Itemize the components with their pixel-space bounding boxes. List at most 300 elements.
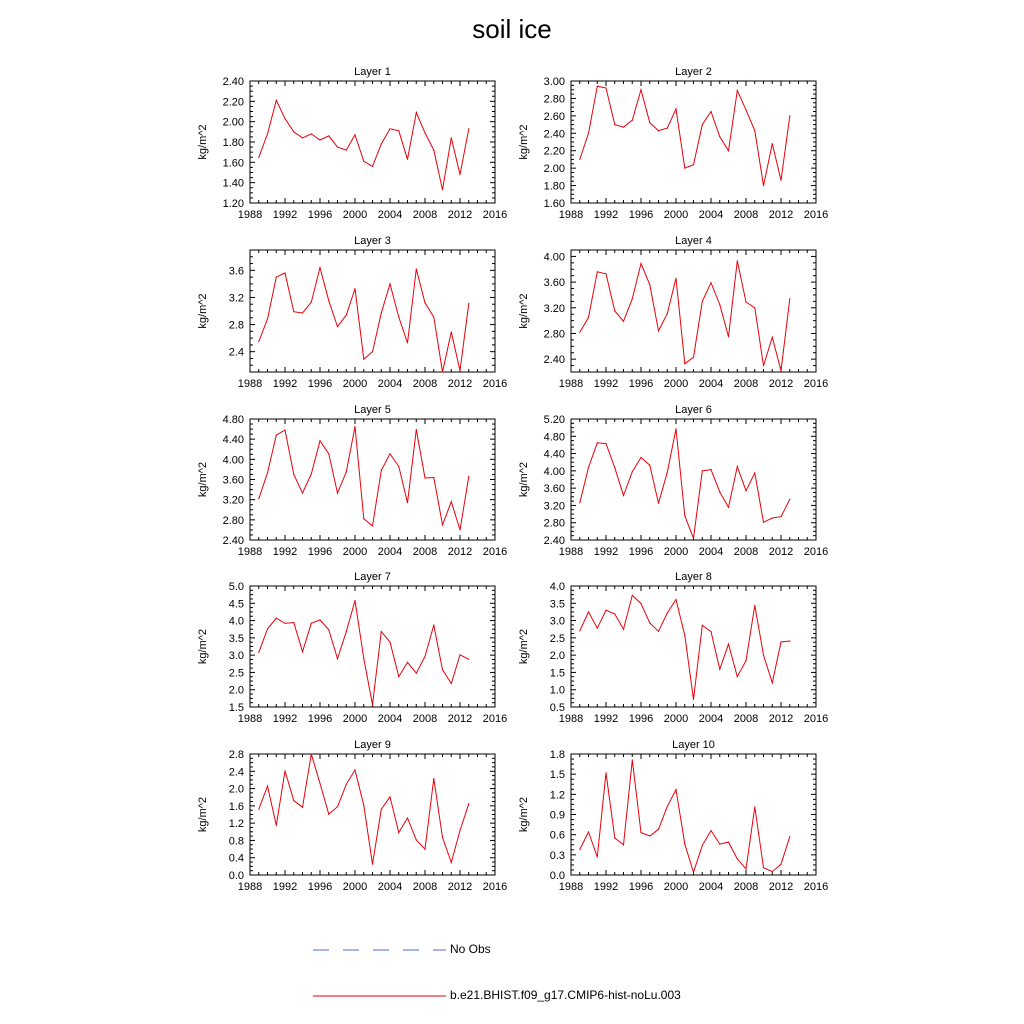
- x-tick-label: 1992: [272, 378, 298, 390]
- data-point: [667, 128, 668, 129]
- x-tick-label: 1988: [237, 546, 263, 558]
- data-point: [346, 631, 347, 632]
- x-tick-label: 2008: [412, 209, 438, 221]
- x-tick-label: 2004: [377, 378, 403, 390]
- y-tick-label: 1.2: [228, 818, 244, 831]
- data-point: [640, 89, 641, 90]
- data-point: [623, 127, 624, 128]
- data-point: [416, 673, 417, 674]
- data-point: [328, 814, 329, 815]
- data-point: [276, 825, 277, 826]
- y-tick-label: 2.5: [549, 632, 565, 645]
- x-tick-label: 2012: [447, 378, 473, 390]
- data-point: [745, 660, 746, 661]
- data-point: [728, 507, 729, 508]
- data-point: [597, 86, 598, 87]
- y-tick-label: 0.4: [228, 852, 244, 865]
- data-point: [293, 131, 294, 132]
- data-point: [451, 501, 452, 502]
- panel-title: Layer 8: [675, 571, 712, 583]
- data-point: [649, 622, 650, 623]
- data-point: [597, 628, 598, 629]
- series-line: [259, 427, 469, 530]
- data-point: [416, 839, 417, 840]
- data-point: [354, 134, 355, 135]
- data-point: [693, 872, 694, 873]
- data-point: [451, 862, 452, 863]
- x-tick-label: 2012: [447, 713, 473, 725]
- data-point: [667, 472, 668, 473]
- x-tick-label: 1992: [272, 209, 298, 221]
- x-tick-label: 1996: [307, 209, 333, 221]
- data-point: [658, 631, 659, 632]
- data-point: [389, 128, 390, 129]
- y-tick-label: 5.0: [228, 581, 244, 593]
- x-tick-label: 2004: [698, 209, 724, 221]
- x-tick-label: 1988: [558, 713, 584, 725]
- data-point: [614, 124, 615, 125]
- x-tick-label: 2012: [768, 713, 794, 725]
- data-point: [302, 651, 303, 652]
- y-tick-label: 4.00: [543, 465, 565, 478]
- data-point: [737, 260, 738, 261]
- data-point: [614, 613, 615, 614]
- panel-title: Layer 7: [354, 571, 391, 583]
- y-tick-label: 3.20: [222, 494, 244, 507]
- data-point: [632, 298, 633, 299]
- plot-frame: [250, 81, 495, 203]
- chart-panel-4: [518, 235, 828, 390]
- data-point: [763, 867, 764, 868]
- x-tick-label: 1992: [593, 881, 619, 893]
- x-tick-label: 2008: [733, 713, 759, 725]
- data-point: [284, 623, 285, 624]
- y-tick-label: 3.2: [228, 292, 244, 305]
- data-point: [772, 871, 773, 872]
- panel-title: Layer 3: [354, 235, 391, 247]
- y-tick-label: 4.00: [222, 454, 244, 467]
- data-point: [363, 658, 364, 659]
- data-point: [284, 118, 285, 119]
- x-tick-label: 2008: [412, 546, 438, 558]
- data-point: [433, 150, 434, 151]
- x-tick-label: 2000: [663, 209, 689, 221]
- data-point: [381, 312, 382, 313]
- data-point: [258, 498, 259, 499]
- x-tick-label: 2004: [377, 713, 403, 725]
- x-tick-label: 1988: [237, 378, 263, 390]
- y-tick-label: 3.5: [228, 632, 244, 645]
- data-point: [632, 471, 633, 472]
- data-point: [658, 503, 659, 504]
- data-point: [780, 864, 781, 865]
- y-axis-label: kg/m^2: [518, 461, 530, 498]
- x-tick-label: 2004: [377, 881, 403, 893]
- data-point: [623, 321, 624, 322]
- y-tick-label: 3.0: [549, 615, 565, 628]
- data-point: [354, 600, 355, 601]
- series-line: [259, 100, 469, 190]
- chart-panel-1: [197, 66, 507, 221]
- x-tick-label: 1992: [272, 713, 298, 725]
- y-axis-label: kg/m^2: [518, 628, 530, 665]
- x-tick-label: 2008: [412, 881, 438, 893]
- x-tick-label: 2012: [447, 881, 473, 893]
- data-point: [614, 467, 615, 468]
- data-point: [442, 524, 443, 525]
- panel-title: Layer 10: [672, 739, 715, 751]
- y-tick-label: 2.5: [228, 667, 244, 680]
- x-tick-label: 2000: [342, 881, 368, 893]
- data-point: [684, 635, 685, 636]
- y-tick-label: 2.40: [543, 354, 565, 367]
- data-point: [588, 467, 589, 468]
- x-tick-label: 2000: [342, 209, 368, 221]
- y-tick-label: 1.5: [549, 769, 565, 782]
- data-point: [588, 831, 589, 832]
- data-point: [579, 332, 580, 333]
- x-tick-label: 2016: [482, 546, 508, 558]
- data-point: [424, 849, 425, 850]
- y-tick-label: 1.60: [543, 198, 565, 210]
- data-point: [719, 844, 720, 845]
- y-tick-label: 4.5: [228, 598, 244, 611]
- data-point: [424, 132, 425, 133]
- data-point: [649, 122, 650, 123]
- y-axis-label: kg/m^2: [518, 796, 530, 833]
- data-point: [763, 365, 764, 366]
- y-tick-label: 1.40: [222, 177, 244, 190]
- data-point: [424, 656, 425, 657]
- data-point: [684, 363, 685, 364]
- data-point: [433, 778, 434, 779]
- data-point: [754, 807, 755, 808]
- y-tick-label: 1.5: [549, 667, 565, 680]
- x-tick-label: 2016: [482, 378, 508, 390]
- x-tick-label: 1992: [272, 881, 298, 893]
- y-tick-label: 1.60: [222, 157, 244, 170]
- x-tick-label: 2008: [733, 378, 759, 390]
- data-point: [614, 837, 615, 838]
- data-point: [710, 830, 711, 831]
- data-point: [302, 493, 303, 494]
- y-tick-label: 2.00: [543, 163, 565, 176]
- data-point: [763, 522, 764, 523]
- data-point: [754, 472, 755, 473]
- data-point: [649, 465, 650, 466]
- data-point: [346, 315, 347, 316]
- chart-panel-6: [518, 404, 828, 558]
- panel-title: Layer 5: [354, 404, 391, 416]
- y-tick-label: 2.20: [222, 96, 244, 109]
- x-tick-label: 2004: [698, 713, 724, 725]
- y-tick-label: 1.5: [228, 702, 244, 714]
- x-tick-label: 2004: [698, 881, 724, 893]
- y-tick-label: 3.20: [543, 302, 565, 315]
- data-point: [293, 800, 294, 801]
- y-tick-label: 2.40: [543, 128, 565, 141]
- y-tick-label: 2.0: [549, 650, 565, 663]
- data-point: [728, 150, 729, 151]
- x-tick-label: 1996: [628, 546, 654, 558]
- y-tick-label: 2.40: [543, 535, 565, 547]
- x-tick-label: 2016: [803, 378, 829, 390]
- data-point: [719, 491, 720, 492]
- x-tick-label: 2000: [342, 378, 368, 390]
- data-point: [588, 611, 589, 612]
- data-point: [389, 641, 390, 642]
- data-point: [284, 430, 285, 431]
- y-tick-label: 1.20: [222, 198, 244, 210]
- data-point: [451, 683, 452, 684]
- data-point: [319, 139, 320, 140]
- data-point: [702, 301, 703, 302]
- data-point: [772, 517, 773, 518]
- chart-panel-5: [197, 404, 507, 558]
- data-point: [433, 625, 434, 626]
- y-axis-label: kg/m^2: [197, 124, 209, 160]
- data-point: [407, 817, 408, 818]
- data-point: [372, 351, 373, 352]
- data-point: [389, 283, 390, 284]
- data-point: [605, 273, 606, 274]
- data-point: [675, 789, 676, 790]
- data-point: [702, 845, 703, 846]
- data-point: [293, 474, 294, 475]
- data-point: [658, 130, 659, 131]
- x-tick-label: 2012: [447, 209, 473, 221]
- data-point: [605, 443, 606, 444]
- data-point: [381, 470, 382, 471]
- x-tick-label: 1996: [307, 378, 333, 390]
- series-line: [580, 86, 790, 185]
- series-line: [580, 429, 790, 538]
- x-tick-label: 1992: [272, 546, 298, 558]
- x-tick-label: 2000: [663, 546, 689, 558]
- x-tick-label: 1992: [593, 378, 619, 390]
- data-point: [710, 111, 711, 112]
- data-point: [258, 341, 259, 342]
- data-point: [728, 842, 729, 843]
- data-point: [737, 466, 738, 467]
- x-tick-label: 1988: [558, 881, 584, 893]
- y-tick-label: 0.3: [549, 849, 565, 862]
- y-tick-label: 4.00: [543, 251, 565, 264]
- data-point: [398, 130, 399, 131]
- data-point: [675, 428, 676, 429]
- data-point: [451, 331, 452, 332]
- legend-no-obs-label: No Obs: [450, 942, 491, 956]
- panel-title: Layer 4: [675, 235, 712, 247]
- x-tick-label: 1996: [628, 713, 654, 725]
- chart-panel-3: [197, 235, 507, 390]
- data-point: [719, 136, 720, 137]
- data-point: [649, 835, 650, 836]
- plot-frame: [571, 419, 816, 540]
- y-tick-label: 1.6: [228, 800, 244, 813]
- x-tick-label: 2008: [412, 713, 438, 725]
- data-point: [372, 166, 373, 167]
- y-axis-label: kg/m^2: [197, 628, 209, 665]
- y-tick-label: 3.0: [228, 650, 244, 663]
- data-point: [346, 150, 347, 151]
- panel-title: Layer 1: [354, 66, 391, 78]
- data-point: [337, 326, 338, 327]
- data-point: [284, 272, 285, 273]
- data-point: [459, 654, 460, 655]
- x-tick-label: 1988: [237, 713, 263, 725]
- x-tick-label: 1992: [593, 546, 619, 558]
- data-point: [276, 100, 277, 101]
- data-point: [337, 658, 338, 659]
- x-tick-label: 1992: [593, 209, 619, 221]
- data-point: [319, 783, 320, 784]
- data-point: [745, 868, 746, 869]
- data-point: [442, 189, 443, 190]
- data-point: [623, 844, 624, 845]
- data-point: [632, 120, 633, 121]
- plot-frame: [571, 754, 816, 875]
- y-tick-label: 2.00: [222, 116, 244, 129]
- data-point: [276, 435, 277, 436]
- y-tick-label: 0.9: [549, 809, 565, 822]
- data-point: [389, 796, 390, 797]
- data-point: [468, 803, 469, 804]
- x-tick-label: 2008: [733, 209, 759, 221]
- data-point: [468, 128, 469, 129]
- data-point: [693, 164, 694, 165]
- x-tick-label: 1988: [558, 209, 584, 221]
- y-tick-label: 2.80: [543, 93, 565, 106]
- data-point: [780, 516, 781, 517]
- y-tick-label: 2.40: [222, 535, 244, 547]
- data-point: [311, 753, 312, 754]
- data-point: [754, 307, 755, 308]
- chart-panel-9: [197, 739, 507, 893]
- data-point: [416, 429, 417, 430]
- panel-title: Layer 6: [675, 404, 712, 416]
- data-point: [459, 529, 460, 530]
- series-line: [580, 261, 790, 371]
- data-point: [728, 336, 729, 337]
- data-point: [684, 168, 685, 169]
- data-point: [579, 630, 580, 631]
- y-tick-label: 0.6: [549, 829, 565, 842]
- data-point: [468, 303, 469, 304]
- data-point: [780, 180, 781, 181]
- data-point: [737, 90, 738, 91]
- y-axis-label: kg/m^2: [197, 461, 209, 498]
- x-tick-label: 2000: [663, 881, 689, 893]
- data-point: [328, 300, 329, 301]
- data-point: [416, 268, 417, 269]
- x-tick-label: 2000: [663, 713, 689, 725]
- x-tick-label: 2000: [663, 378, 689, 390]
- data-point: [407, 502, 408, 503]
- x-tick-label: 2012: [768, 546, 794, 558]
- data-point: [363, 161, 364, 162]
- x-tick-label: 2008: [733, 881, 759, 893]
- data-point: [640, 263, 641, 264]
- data-point: [789, 499, 790, 500]
- data-point: [276, 618, 277, 619]
- data-point: [649, 284, 650, 285]
- x-tick-label: 2016: [803, 881, 829, 893]
- data-point: [772, 337, 773, 338]
- y-tick-label: 1.0: [549, 684, 565, 697]
- data-point: [675, 278, 676, 279]
- data-point: [284, 770, 285, 771]
- x-tick-label: 2000: [342, 713, 368, 725]
- y-tick-label: 3.5: [549, 598, 565, 611]
- data-point: [424, 477, 425, 478]
- data-point: [468, 659, 469, 660]
- data-point: [640, 457, 641, 458]
- data-point: [667, 313, 668, 314]
- x-tick-label: 1992: [593, 713, 619, 725]
- plot-frame: [571, 250, 816, 372]
- y-tick-label: 3.60: [543, 483, 565, 496]
- data-point: [702, 470, 703, 471]
- data-point: [433, 477, 434, 478]
- data-point: [267, 785, 268, 786]
- data-point: [614, 310, 615, 311]
- data-point: [363, 518, 364, 519]
- y-tick-label: 2.4: [228, 766, 244, 779]
- data-point: [319, 619, 320, 620]
- y-tick-label: 2.40: [222, 76, 244, 88]
- data-point: [328, 629, 329, 630]
- x-tick-label: 2016: [482, 209, 508, 221]
- y-axis-label: kg/m^2: [197, 796, 209, 833]
- data-point: [381, 143, 382, 144]
- x-tick-label: 2000: [342, 546, 368, 558]
- y-tick-label: 2.4: [228, 346, 244, 359]
- data-point: [346, 784, 347, 785]
- data-point: [267, 133, 268, 134]
- data-point: [372, 704, 373, 705]
- data-point: [354, 769, 355, 770]
- y-tick-label: 2.0: [228, 684, 244, 697]
- data-point: [658, 330, 659, 331]
- data-point: [407, 159, 408, 160]
- y-tick-label: 4.80: [222, 414, 244, 426]
- data-point: [702, 124, 703, 125]
- data-point: [579, 159, 580, 160]
- data-point: [772, 143, 773, 144]
- data-point: [354, 288, 355, 289]
- x-tick-label: 2008: [412, 378, 438, 390]
- data-point: [693, 357, 694, 358]
- data-point: [605, 610, 606, 611]
- data-point: [710, 469, 711, 470]
- chart-panel-10: [518, 739, 828, 893]
- y-tick-label: 3.60: [543, 277, 565, 290]
- x-tick-label: 2016: [482, 713, 508, 725]
- y-axis-label: kg/m^2: [197, 293, 209, 329]
- x-tick-label: 1988: [237, 209, 263, 221]
- x-tick-label: 2004: [698, 546, 724, 558]
- y-axis-label: kg/m^2: [518, 293, 530, 329]
- data-point: [258, 652, 259, 653]
- y-tick-label: 2.60: [543, 110, 565, 123]
- x-tick-label: 2016: [803, 546, 829, 558]
- data-point: [605, 772, 606, 773]
- y-tick-label: 2.80: [543, 328, 565, 341]
- data-point: [640, 603, 641, 604]
- data-point: [667, 612, 668, 613]
- x-tick-label: 2004: [698, 378, 724, 390]
